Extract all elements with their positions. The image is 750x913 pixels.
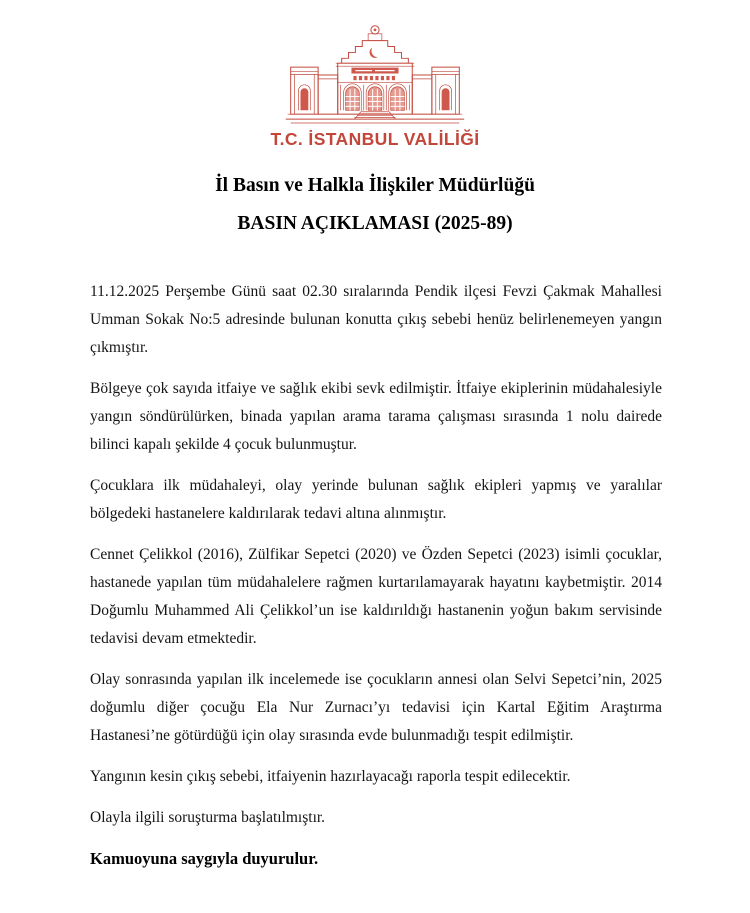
paragraph-2: Bölgeye çok sayıda itfaiye ve sağlık ekibi sevk edilmiştir. İtfaiye ekiplerinin müdahalesiyle yangın söndürülürken, binada yapılan arama tarama çalışması sırasında 1 nolu dairede bilinci kapalı şekilde 4 çocuk bulunmuştur. xyxy=(90,380,662,453)
paragraph-5: Olay sonrasında yapılan ilk incelemede ise çocukların annesi olan Selvi Sepetci’nin, 2025 doğumlu diğer çocuğu Ela Nur Zurnacı’yı tedavisi için Kartal Eğitim Araştırma Hastanesi’ne götürdüğü için olay sırasında evde bulunmadığı tespit edilmiştir. xyxy=(90,671,662,744)
paragraph-4: Cennet Çelikkol (2016), Zülfikar Sepetci (2020) ve Özden Sepetci (2023) isimli çocuklar, hastanede yapılan tüm müdahalelere rağmen kurtarılamayarak hayatını kaybetmiştir. 2014 Doğumlu Muhammed Ali Çelikkol’un ise kaldırıldığı hastanenin yoğun bakım servisinde tedavisi devam etmektedir. xyxy=(90,546,662,647)
istanbul-governorship-building-logo xyxy=(283,24,467,124)
paragraph-1: 11.12.2025 Perşembe Günü saat 02.30 sıralarında Pendik ilçesi Fevzi Çakmak Mahallesi Umman Sokak No:5 adresinde bulunan konutta çıkış sebebi henüz belirlenemeyen yangın çıkmıştır. xyxy=(90,283,662,356)
document-header xyxy=(0,0,750,236)
closing-statement: Kamuoyuna saygıyla duyurulur. xyxy=(90,849,319,868)
paragraph-3: Çocuklara ilk müdahaleyi, olay yerinde bulunan sağlık ekipleri yapmış ve yaralılar bölgedeki hastanelere kaldırılarak tedavi altına alınmıştır. xyxy=(90,477,662,522)
press-release-title: BASIN AÇIKLAMASI (2025-89) xyxy=(237,213,513,234)
paragraph-7: Olayla ilgili soruşturma başlatılmıştır. xyxy=(90,809,326,826)
crescent-icon xyxy=(368,48,378,60)
building-outline xyxy=(286,26,464,123)
department-heading: İl Basın ve Halkla İlişkiler Müdürlüğü xyxy=(215,175,535,196)
paragraph-6: Yangının kesin çıkış sebebi, itfaiyenin hazırlayacağı raporla tespit edilecektir. xyxy=(90,768,571,785)
emblem-pedestal xyxy=(368,34,382,41)
org-title: T.C. İSTANBUL VALİLİĞİ xyxy=(270,129,480,149)
attic-windows xyxy=(353,76,395,80)
staircase xyxy=(354,110,395,119)
press-release-body xyxy=(90,278,662,873)
